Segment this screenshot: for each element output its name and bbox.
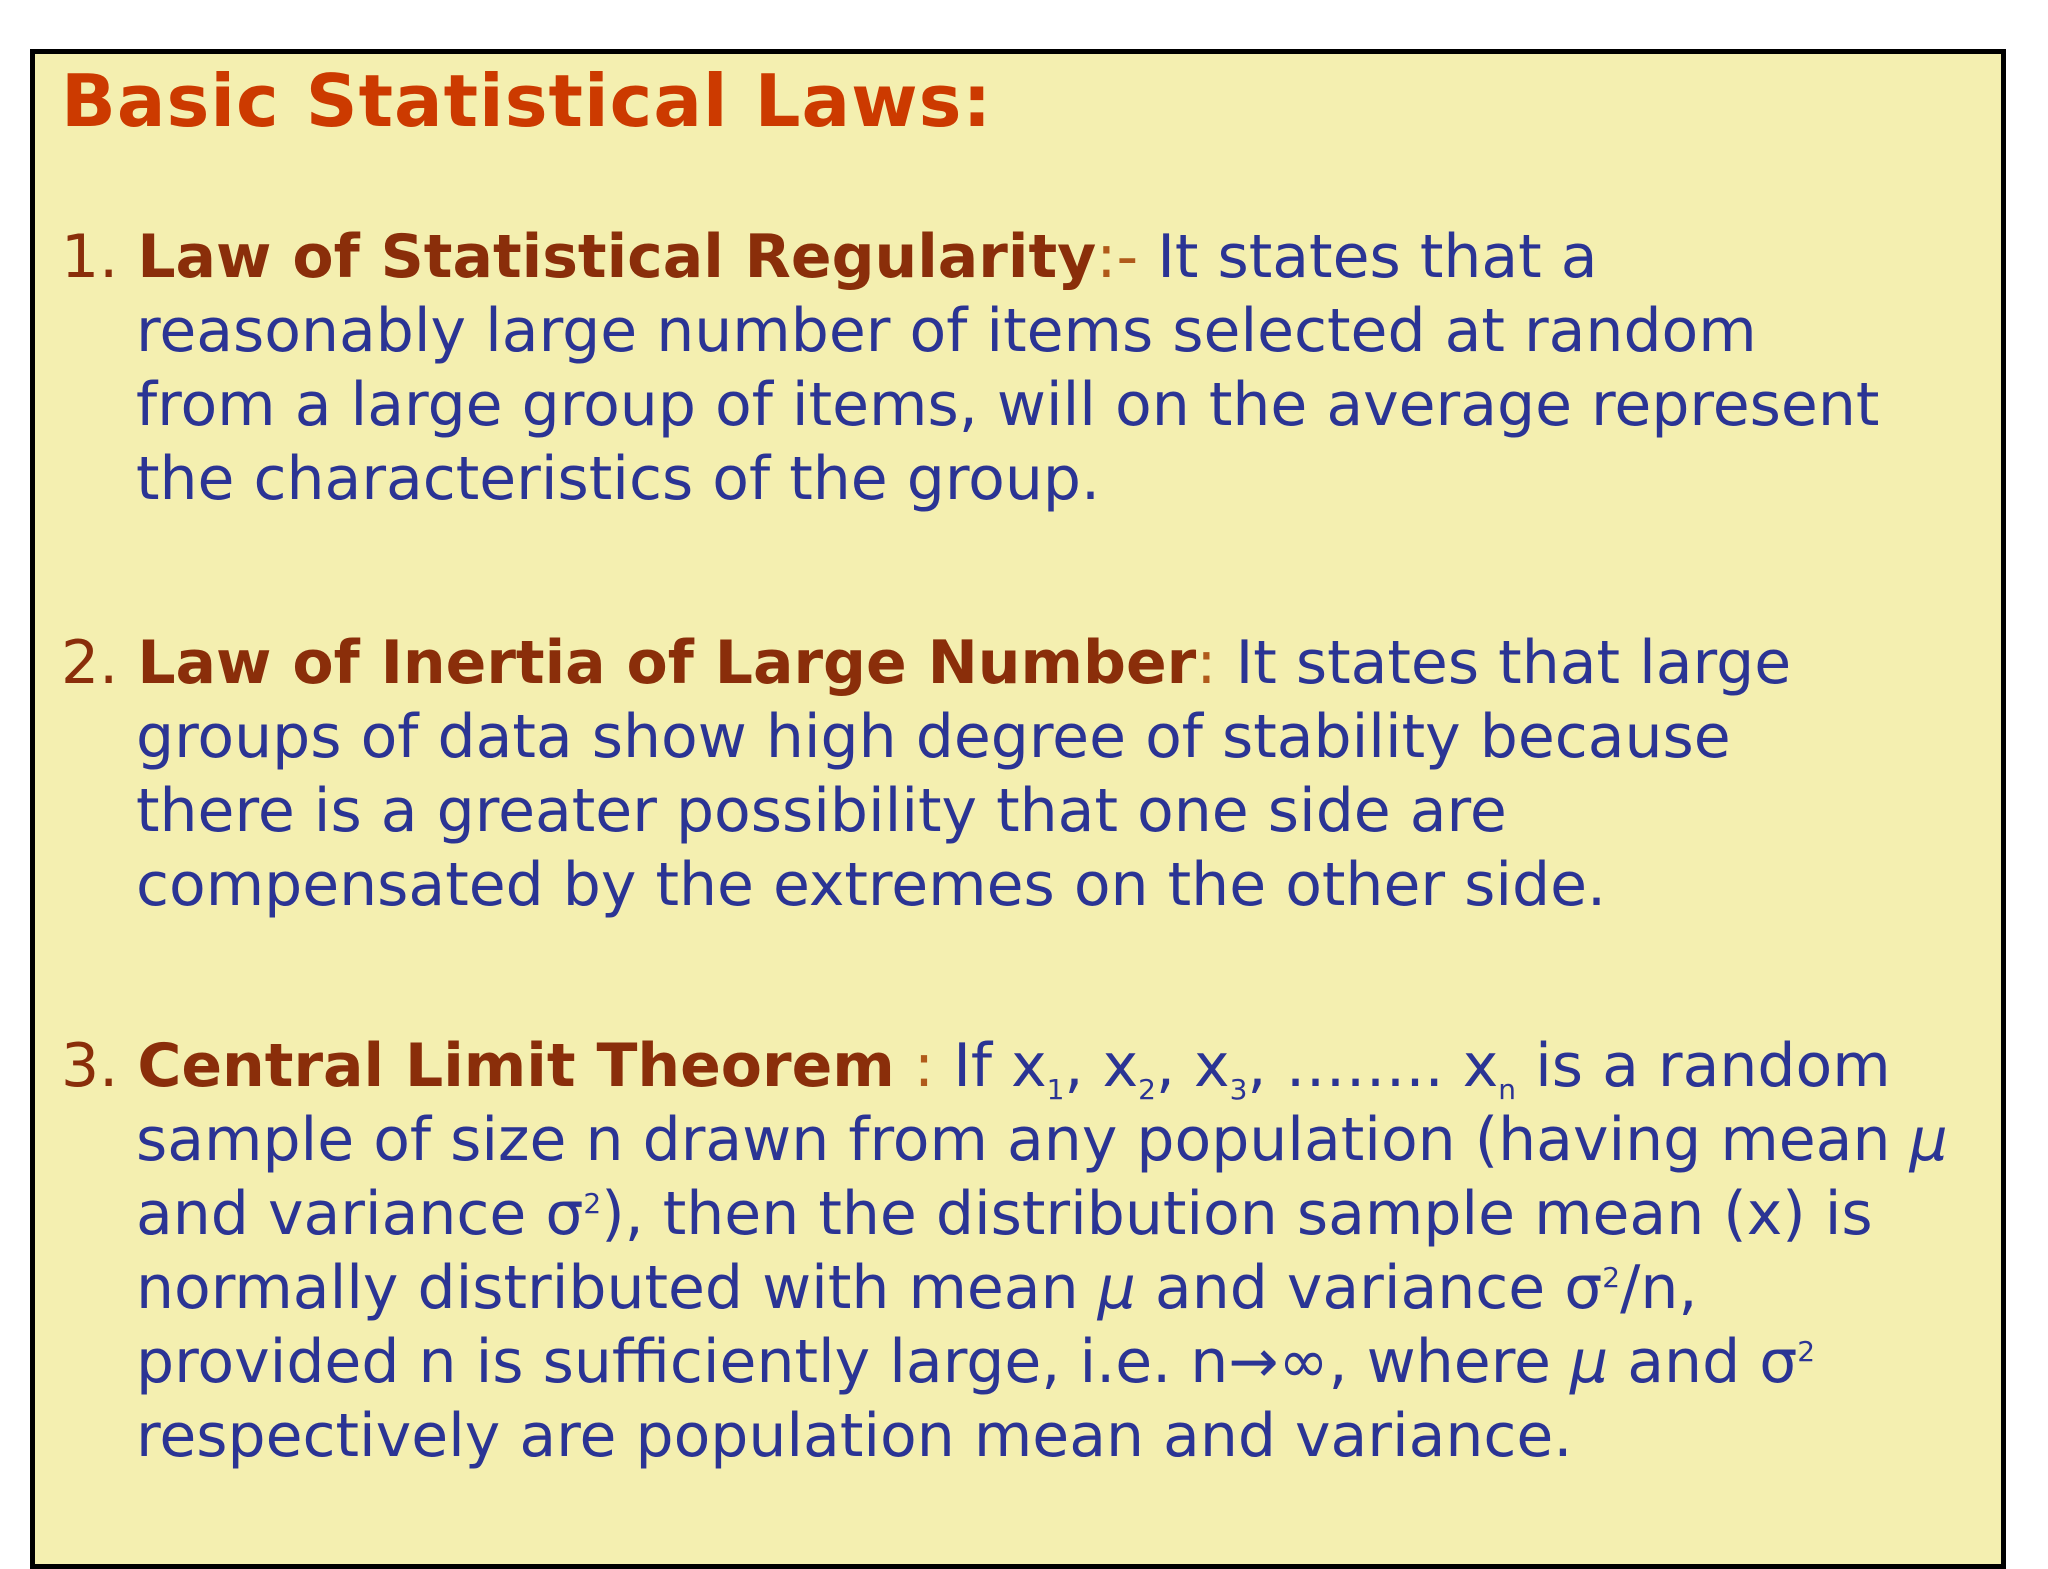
mu-symbol: μ [1097, 1253, 1136, 1323]
law-number: 1. [61, 222, 119, 292]
law-text: It states that a [1157, 222, 1598, 292]
law-separator: :- [1096, 222, 1139, 292]
law-text: , x [1064, 1031, 1139, 1101]
law-line: respectively are population mean and variance. [136, 1401, 1573, 1471]
law-text: , x [1155, 1031, 1230, 1101]
law-text: provided n is sufficiently large, i.e. n→∞, where [136, 1327, 1571, 1397]
law-inertia-large-number [61, 626, 1981, 922]
law-statistical-regularity [61, 220, 1981, 516]
law-separator: : [1196, 628, 1217, 698]
law-line [61, 1029, 1981, 1106]
law-line: there is a greater possibility that one side are [136, 776, 1507, 846]
law-text: normally distributed with mean [136, 1253, 1098, 1323]
law-line [61, 1177, 1981, 1251]
subscript: n [1498, 1073, 1517, 1106]
subscript: 3 [1229, 1073, 1248, 1106]
law-line: groups of data show high degree of stability because [136, 702, 1731, 772]
slide [30, 49, 2006, 1569]
law-central-limit-theorem [61, 1029, 1981, 1473]
law-line [61, 220, 1981, 294]
law-name: Central Limit Theorem [137, 1031, 895, 1101]
law-text: , …….. x [1247, 1031, 1499, 1101]
superscript: 2 [1797, 1335, 1816, 1368]
subscript: 1 [1046, 1073, 1065, 1106]
law-line [61, 1251, 1981, 1325]
law-line [61, 1103, 1981, 1177]
law-text: and variance σ [136, 1179, 584, 1249]
slide-title: Basic Statistical Laws: [61, 59, 993, 143]
law-text: sample of size n drawn from any population (having mean [136, 1105, 1910, 1175]
law-line [61, 626, 1981, 700]
law-name: Law of Statistical Regularity [137, 222, 1097, 292]
superscript: 2 [1602, 1261, 1621, 1294]
law-separator: : [894, 1031, 935, 1101]
law-text: /n, [1620, 1253, 1698, 1323]
law-text: ), then the distribution sample mean (x) is [601, 1179, 1873, 1249]
mu-symbol: μ [1570, 1327, 1609, 1397]
law-text: It states that large [1235, 628, 1792, 698]
law-number: 2. [61, 628, 119, 698]
law-line [61, 1325, 1981, 1399]
subscript: 2 [1138, 1073, 1156, 1106]
law-text: and σ [1608, 1327, 1798, 1397]
law-number: 3. [61, 1031, 119, 1101]
law-line: from a large group of items, will on the average represent [136, 370, 1880, 440]
law-text: is a random [1516, 1031, 1891, 1101]
mu-symbol: μ [1909, 1105, 1948, 1175]
law-text: If x [953, 1031, 1047, 1101]
law-name: Law of Inertia of Large Number [137, 628, 1197, 698]
law-line: reasonably large number of items selected at random [136, 296, 1757, 366]
superscript: 2 [583, 1187, 602, 1220]
law-text: and variance σ [1135, 1253, 1603, 1323]
law-line: the characteristics of the group. [136, 444, 1101, 514]
law-line: compensated by the extremes on the other side. [136, 850, 1607, 920]
